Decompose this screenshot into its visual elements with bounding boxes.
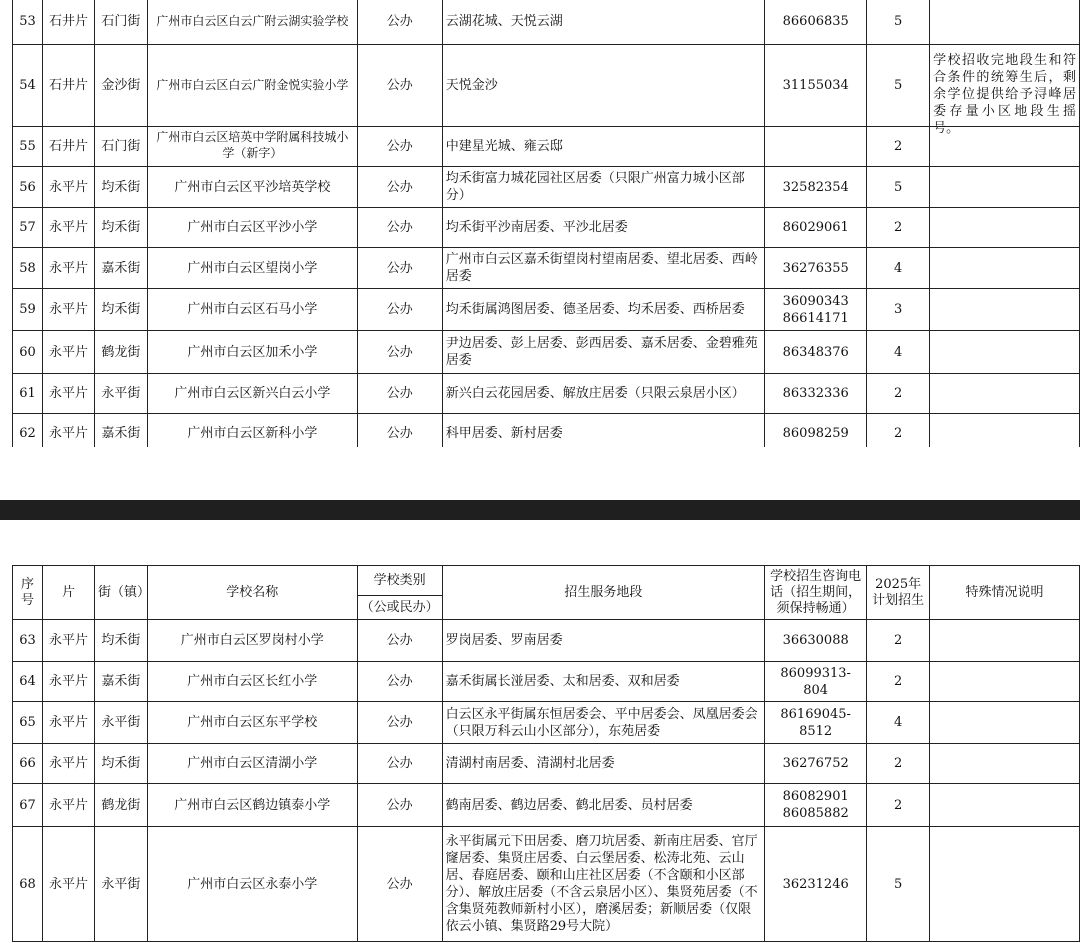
area-text: 石井片 xyxy=(48,14,88,29)
cell-plan xyxy=(867,289,930,331)
street-text: 永平街 xyxy=(101,715,141,730)
cell-zone xyxy=(442,702,765,744)
cell-street xyxy=(94,45,147,127)
cell-zone xyxy=(442,620,765,662)
school-text: 广州市白云区永泰小学 xyxy=(187,876,318,892)
type-text: 公办 xyxy=(386,14,413,29)
area-text: 永平片 xyxy=(48,386,88,401)
cell-street xyxy=(94,784,147,827)
zone-text: 中建星光城、雍云邸 xyxy=(445,139,563,154)
cell-zone xyxy=(442,248,765,289)
cell-phone xyxy=(765,827,867,942)
cell-street xyxy=(94,248,147,289)
cell-phone xyxy=(765,208,867,248)
no-text: 56 xyxy=(19,179,36,195)
plan-text: 4 xyxy=(894,344,903,360)
cell-plan xyxy=(867,620,930,662)
phone-text: 86029061 xyxy=(782,220,849,235)
cell-type xyxy=(357,620,442,662)
plan-text: 5 xyxy=(894,78,903,93)
phone-text: 36630088 xyxy=(782,633,849,648)
cell-school xyxy=(147,744,357,784)
header-street: 街（镇） xyxy=(94,566,147,620)
cell-zone xyxy=(442,289,765,331)
cell-school xyxy=(147,167,357,208)
area-text: 永平片 xyxy=(48,344,88,360)
cell-area xyxy=(42,374,94,414)
cell-zone xyxy=(442,167,765,208)
school-text: 广州市白云区新科小学 xyxy=(187,426,318,441)
no-text: 54 xyxy=(19,78,36,93)
type-text: 公办 xyxy=(386,797,413,813)
no-text: 66 xyxy=(19,756,36,771)
cell-type xyxy=(357,127,442,167)
type-text: 公办 xyxy=(386,302,413,317)
enrollment-table-page2 xyxy=(12,565,1080,942)
cell-note xyxy=(930,744,1080,784)
cell-plan xyxy=(867,0,930,45)
cell-no xyxy=(13,744,43,784)
cell-plan xyxy=(867,827,930,942)
plan-text: 3 xyxy=(894,302,903,317)
cell-plan xyxy=(867,744,930,784)
cell-type xyxy=(357,289,442,331)
cell-area xyxy=(42,45,94,127)
cell-note xyxy=(930,331,1080,374)
phone-text: 36090343 86614171 xyxy=(782,293,849,326)
table-row xyxy=(13,331,1080,374)
cell-no xyxy=(13,662,43,702)
cell-area xyxy=(42,167,94,208)
no-text: 57 xyxy=(19,220,36,235)
cell-zone xyxy=(442,744,765,784)
header-school: 学校名称 xyxy=(147,566,357,620)
table-row xyxy=(13,127,1080,167)
phone-text: 86098259 xyxy=(782,426,849,441)
cell-no xyxy=(13,127,43,167)
zone-text: 尹边居委、彭上居委、彭西居委、嘉禾居委、金碧雅苑居委 xyxy=(445,336,758,368)
type-text: 公办 xyxy=(386,756,413,771)
table-row xyxy=(13,45,1080,127)
cell-phone xyxy=(765,744,867,784)
cell-phone xyxy=(765,248,867,289)
plan-text: 2 xyxy=(894,386,903,401)
cell-area xyxy=(42,289,94,331)
cell-type xyxy=(357,45,442,127)
table-row xyxy=(13,827,1080,942)
cell-phone xyxy=(765,0,867,45)
cell-no xyxy=(13,45,43,127)
type-text: 公办 xyxy=(386,386,413,401)
cell-note xyxy=(930,662,1080,702)
header-no: 序号 xyxy=(13,566,43,620)
area-text: 永平片 xyxy=(48,876,88,892)
cell-note xyxy=(930,827,1080,942)
street-text: 均禾街 xyxy=(101,179,141,195)
cell-type xyxy=(357,208,442,248)
school-text: 广州市白云区清湖小学 xyxy=(187,756,318,771)
plan-text: 4 xyxy=(893,715,903,730)
cell-type xyxy=(357,662,442,702)
phone-text: 36276752 xyxy=(782,756,849,771)
school-text: 广州市白云区加禾小学 xyxy=(187,344,318,360)
cell-plan xyxy=(867,331,930,374)
area-text: 石井片 xyxy=(48,78,88,93)
cell-area xyxy=(42,0,94,45)
cell-street xyxy=(94,827,147,942)
cell-type xyxy=(357,248,442,289)
type-text: 公办 xyxy=(386,633,413,648)
area-text: 永平片 xyxy=(48,715,88,730)
cell-plan xyxy=(867,127,930,167)
school-text: 广州市白云区望岗小学 xyxy=(187,260,318,276)
phone-text: 86348376 xyxy=(782,344,849,360)
table-row xyxy=(13,0,1080,45)
plan-text: 5 xyxy=(894,179,903,195)
cell-street xyxy=(94,289,147,331)
cell-street xyxy=(94,374,147,414)
cell-area xyxy=(42,208,94,248)
zone-text: 鹤南居委、鹤边居委、鹤北居委、员村居委 xyxy=(445,797,693,813)
street-text: 嘉禾街 xyxy=(101,674,141,689)
cell-phone xyxy=(765,289,867,331)
table-row xyxy=(13,620,1080,662)
cell-no xyxy=(13,374,43,414)
school-text: 广州市白云区培英中学附属科技城小学（新字） xyxy=(156,129,349,160)
school-text: 广州市白云区平沙小学 xyxy=(187,220,318,235)
school-text: 广州市白云区白云广附云湖实验学校 xyxy=(156,14,349,28)
cell-zone xyxy=(442,827,765,942)
cell-zone xyxy=(442,374,765,414)
cell-plan xyxy=(867,167,930,208)
cell-school xyxy=(147,702,357,744)
cell-phone xyxy=(765,620,867,662)
school-text: 广州市白云区罗岗村小学 xyxy=(180,633,324,648)
zone-text: 罗岗居委、罗南居委 xyxy=(445,633,563,648)
area-text: 永平片 xyxy=(48,179,88,195)
street-text: 永平街 xyxy=(101,876,141,892)
cell-plan xyxy=(867,45,930,127)
type-text: 公办 xyxy=(386,260,413,276)
plan-text: 5 xyxy=(893,876,903,892)
header-type-top: 学校类别 xyxy=(357,566,442,596)
cell-plan xyxy=(867,784,930,827)
no-text: 55 xyxy=(19,139,36,154)
zone-text: 均禾街属鸿图居委、德圣居委、均禾居委、西桥居委 xyxy=(445,302,745,317)
cell-no xyxy=(13,289,43,331)
area-text: 永平片 xyxy=(48,220,88,235)
note-text: 学校招收完地段生和符合条件的统筹生后，剩余学位提供给予浔峰居委存量小区地段生摇号。 xyxy=(933,52,1076,136)
cell-street xyxy=(94,127,147,167)
cell-phone xyxy=(765,784,867,827)
area-text: 永平片 xyxy=(48,426,88,441)
plan-text: 2 xyxy=(894,426,903,441)
cell-zone xyxy=(442,127,765,167)
cell-plan xyxy=(867,702,930,744)
cell-street xyxy=(94,662,147,702)
cell-no xyxy=(13,248,43,289)
cell-phone xyxy=(765,662,867,702)
street-text: 均禾街 xyxy=(101,756,141,771)
cell-school xyxy=(147,208,357,248)
table-row xyxy=(13,208,1080,248)
cell-type xyxy=(357,827,442,942)
cell-note xyxy=(930,45,1080,136)
cell-phone xyxy=(765,702,867,744)
page-divider xyxy=(0,500,1080,520)
cell-note xyxy=(930,248,1080,289)
cell-type xyxy=(357,0,442,45)
cell-school xyxy=(147,248,357,289)
no-text: 53 xyxy=(19,14,36,29)
cell-area xyxy=(42,331,94,374)
street-text: 嘉禾街 xyxy=(101,260,141,276)
cell-plan xyxy=(867,662,930,702)
cell-type xyxy=(357,744,442,784)
table-body-page2 xyxy=(13,620,1080,942)
header-type-bottom: （公或民办） xyxy=(357,596,442,620)
street-text: 永平街 xyxy=(101,386,141,401)
phone-text: 32582354 xyxy=(782,179,849,195)
plan-text: 2 xyxy=(894,220,903,235)
cell-school xyxy=(147,827,357,942)
cell-phone xyxy=(765,127,867,167)
no-text: 60 xyxy=(19,344,36,360)
cell-street xyxy=(94,0,147,45)
cell-type xyxy=(357,374,442,414)
table-row xyxy=(13,374,1080,414)
cell-type xyxy=(357,331,442,374)
no-text: 58 xyxy=(19,260,36,276)
header-plan: 2025年计划招生 xyxy=(867,566,930,620)
cell-area xyxy=(42,702,94,744)
type-text: 公办 xyxy=(386,426,413,441)
street-text: 石门街 xyxy=(101,14,141,29)
no-text: 67 xyxy=(19,797,36,813)
cell-no xyxy=(13,167,43,208)
cell-no xyxy=(13,827,43,942)
cell-zone xyxy=(442,331,765,374)
cell-note xyxy=(930,289,1080,331)
table-row xyxy=(13,662,1080,702)
cell-phone xyxy=(765,331,867,374)
table-body-page1 xyxy=(13,0,1080,454)
plan-text: 2 xyxy=(894,139,903,154)
type-text: 公办 xyxy=(386,179,413,195)
street-text: 鹤龙街 xyxy=(101,797,141,813)
type-text: 公办 xyxy=(386,78,413,93)
zone-text: 永平街属元下田居委、磨刀坑居委、新南庄居委、官厅窿居委、集贤庄居委、白云堡居委、松涛北苑、云山居、春庭居委、颐和山庄社区居委（不含颐和小区部分）、解放庄居委（不含云泉居小区）、集贤苑居委（不含集贤苑教师新村小区），磨溪居委；新顺居委（仅限依云小镇、集贤路29号大院） xyxy=(445,834,758,934)
cell-school xyxy=(147,289,357,331)
plan-text: 2 xyxy=(893,797,903,813)
cell-note xyxy=(930,702,1080,744)
cell-no xyxy=(13,331,43,374)
cell-phone xyxy=(765,167,867,208)
cell-zone xyxy=(442,45,765,127)
phone-text: 36276355 xyxy=(782,260,849,276)
cell-school xyxy=(147,374,357,414)
street-text: 石门街 xyxy=(101,139,141,154)
cell-street xyxy=(94,331,147,374)
type-text: 公办 xyxy=(386,139,413,154)
cell-no xyxy=(13,0,43,45)
cell-no xyxy=(13,784,43,827)
cell-area xyxy=(42,248,94,289)
phone-text: 86606835 xyxy=(782,14,849,29)
cell-school xyxy=(147,784,357,827)
table-row xyxy=(13,167,1080,208)
enrollment-table-page1 xyxy=(12,0,1080,454)
header-zone: 招生服务地段 xyxy=(442,566,765,620)
page-bottom-margin xyxy=(0,447,1080,500)
cell-area xyxy=(42,744,94,784)
table-row xyxy=(13,702,1080,744)
cell-zone xyxy=(442,208,765,248)
type-text: 公办 xyxy=(386,715,413,730)
zone-text: 新兴白云花园居委、解放庄居委（只限云泉居小区） xyxy=(445,386,745,401)
type-text: 公办 xyxy=(386,344,413,360)
plan-text: 5 xyxy=(894,14,903,29)
street-text: 均禾街 xyxy=(101,220,141,235)
cell-street xyxy=(94,620,147,662)
area-text: 永平片 xyxy=(48,756,88,771)
no-text: 68 xyxy=(19,876,36,892)
plan-text: 2 xyxy=(893,756,903,771)
table-row xyxy=(13,289,1080,331)
no-text: 64 xyxy=(19,674,36,689)
zone-text: 广州市白云区嘉禾街望岗村望南居委、望北居委、西岭居委 xyxy=(445,252,758,284)
school-text: 广州市白云区长红小学 xyxy=(187,674,318,689)
cell-area xyxy=(42,784,94,827)
table-row xyxy=(13,248,1080,289)
cell-zone xyxy=(442,0,765,45)
zone-text: 科甲居委、新村居委 xyxy=(445,426,563,441)
type-text: 公办 xyxy=(386,674,413,689)
school-text: 广州市白云区东平学校 xyxy=(187,715,318,730)
cell-street xyxy=(94,208,147,248)
area-text: 永平片 xyxy=(48,674,88,689)
cell-note xyxy=(930,620,1080,662)
street-text: 均禾街 xyxy=(101,302,141,317)
street-text: 金沙街 xyxy=(101,78,141,93)
header-phone: 学校招生咨询电话（招生期间，须保持畅通） xyxy=(765,566,867,620)
cell-street xyxy=(94,167,147,208)
area-text: 石井片 xyxy=(48,139,88,154)
zone-text: 均禾街富力城花园社区居委（只限广州富力城小区部分） xyxy=(445,171,745,203)
cell-school xyxy=(147,0,357,45)
area-text: 永平片 xyxy=(48,797,88,813)
street-text: 均禾街 xyxy=(101,633,141,648)
cell-note xyxy=(930,208,1080,248)
type-text: 公办 xyxy=(386,220,413,235)
phone-text: 36231246 xyxy=(782,876,849,892)
cell-type xyxy=(357,784,442,827)
plan-text: 2 xyxy=(893,674,903,689)
cell-zone xyxy=(442,662,765,702)
street-text: 鹤龙街 xyxy=(101,344,141,360)
zone-text: 云湖花城、天悦云湖 xyxy=(445,14,563,29)
table-row xyxy=(13,784,1080,827)
zone-text: 白云区永平街属东恒居委会、平中居委会、凤凰居委会（只限万科云山小区部分），东苑居委 xyxy=(445,706,758,739)
plan-text: 4 xyxy=(894,260,903,276)
cell-street xyxy=(94,702,147,744)
cell-no xyxy=(13,702,43,744)
phone-text: 31155034 xyxy=(782,78,849,93)
zone-text: 嘉禾街属长湴居委、太和居委、双和居委 xyxy=(445,674,680,689)
zone-text: 清湖村南居委、清湖村北居委 xyxy=(445,756,615,771)
header-area: 片 xyxy=(42,566,94,620)
cell-zone xyxy=(442,784,765,827)
plan-text: 2 xyxy=(893,633,903,648)
no-text: 65 xyxy=(19,715,36,730)
cell-phone xyxy=(765,45,867,127)
zone-text: 天悦金沙 xyxy=(445,78,498,93)
cell-area xyxy=(42,662,94,702)
phone-text: 86099313-804 xyxy=(780,665,851,698)
cell-school xyxy=(147,662,357,702)
area-text: 永平片 xyxy=(48,260,88,276)
cell-no xyxy=(13,620,43,662)
cell-school xyxy=(147,45,357,127)
no-text: 61 xyxy=(19,386,36,401)
cell-street xyxy=(94,744,147,784)
cell-note xyxy=(930,167,1080,208)
cell-phone xyxy=(765,374,867,414)
area-text: 永平片 xyxy=(48,633,88,648)
cell-school xyxy=(147,620,357,662)
no-text: 62 xyxy=(19,426,36,441)
cell-note xyxy=(930,0,1080,45)
cell-note xyxy=(930,784,1080,827)
school-text: 广州市白云区石马小学 xyxy=(187,302,318,317)
street-text: 嘉禾街 xyxy=(101,426,141,441)
phone-text: 86082901 86085882 xyxy=(782,789,849,821)
cell-school xyxy=(147,127,357,167)
cell-area xyxy=(42,827,94,942)
cell-plan xyxy=(867,374,930,414)
no-text: 59 xyxy=(19,302,36,317)
school-text: 广州市白云区新兴白云小学 xyxy=(174,386,331,401)
cell-type xyxy=(357,167,442,208)
zone-text: 均禾街平沙南居委、平沙北居委 xyxy=(445,220,628,235)
header-note: 特殊情况说明 xyxy=(930,566,1080,620)
cell-plan xyxy=(867,248,930,289)
school-text: 广州市白云区平沙培英学校 xyxy=(174,179,331,195)
cell-type xyxy=(357,702,442,744)
no-text: 63 xyxy=(19,633,36,648)
cell-area xyxy=(42,620,94,662)
area-text: 永平片 xyxy=(48,302,88,317)
school-text: 广州市白云区白云广附金悦实验小学 xyxy=(156,78,349,92)
phone-text: 86332336 xyxy=(782,386,849,401)
cell-no xyxy=(13,208,43,248)
type-text: 公办 xyxy=(386,876,413,892)
phone-text: 86169045-8512 xyxy=(780,706,851,739)
cell-plan xyxy=(867,208,930,248)
table-header xyxy=(13,566,1080,620)
cell-school xyxy=(147,331,357,374)
table-row xyxy=(13,744,1080,784)
cell-area xyxy=(42,127,94,167)
school-text: 广州市白云区鹤边镇泰小学 xyxy=(174,797,331,813)
cell-note xyxy=(930,374,1080,414)
